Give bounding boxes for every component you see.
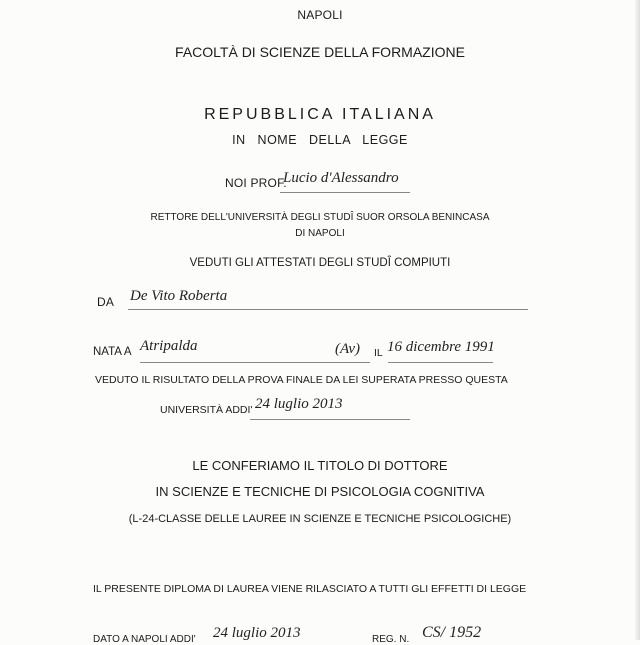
city-heading: NAPOLI [297,8,343,22]
scan-edge [634,0,640,640]
student-name: De Vito Roberta [130,288,228,304]
given-label: DATO A NAPOLI ADDI' [93,634,196,645]
rector-title-line1: RETTORE DELL'UNIVERSITÀ DEGLI STUDÎ SUOR ORSOLA BENINCASA [150,212,490,223]
result-line1: VEDUTO IL RISULTATO DELLA PROVA FINALE DA LEI SUPERATA PRESSO QUESTA [95,374,508,386]
in-name-heading: IN NOME DELLA LEGGE [232,133,408,147]
birthplace: Atripalda [140,338,198,354]
conferral-line2: IN SCIENZE E TECNICHE DI PSICOLOGIA COGNITIVA [155,484,485,499]
rector-title-line2: DI NAPOLI [295,228,345,239]
rector-name: Lucio d'Alessandro [283,170,399,186]
reg-number: CS/ 1952 [422,624,482,641]
result-date-line [250,419,410,420]
reg-label: REG. N. [372,634,410,645]
born-label: NATA A [93,346,132,358]
birthdate-line [388,362,493,363]
birthdate: 16 dicembre 1991 [387,339,495,355]
il-label: IL [374,347,383,359]
conferral-line3: (L-24-CLASSE DELLE LAUREE IN SCIENZE E TECNICHE PSICOLOGICHE) [128,513,512,525]
viewed-text: VEDUTI GLI ATTESTATI DEGLI STUDÎ COMPIUTI [189,257,451,269]
rector-label: NOI PROF. [225,176,287,190]
result-date-label: UNIVERSITÀ ADDI' [160,404,253,416]
result-date: 24 luglio 2013 [255,396,343,412]
faculty-heading: FACOLTÀ DI SCIENZE DELLA FORMAZIONE [175,44,465,60]
conferral-line1: LE CONFERIAMO IL TITOLO DI DOTTORE [192,458,448,473]
province: (Av) [335,341,360,357]
validity-text: IL PRESENTE DIPLOMA DI LAUREA VIENE RILASCIATO A TUTTI GLI EFFETTI DI LEGGE [93,583,527,595]
student-name-line [128,309,528,310]
birthplace-line [140,362,370,363]
da-label: DA [97,295,115,309]
republic-heading: REPUBBLICA ITALIANA [204,106,436,123]
given-date: 24 luglio 2013 [213,625,301,641]
rector-name-line [280,192,410,193]
